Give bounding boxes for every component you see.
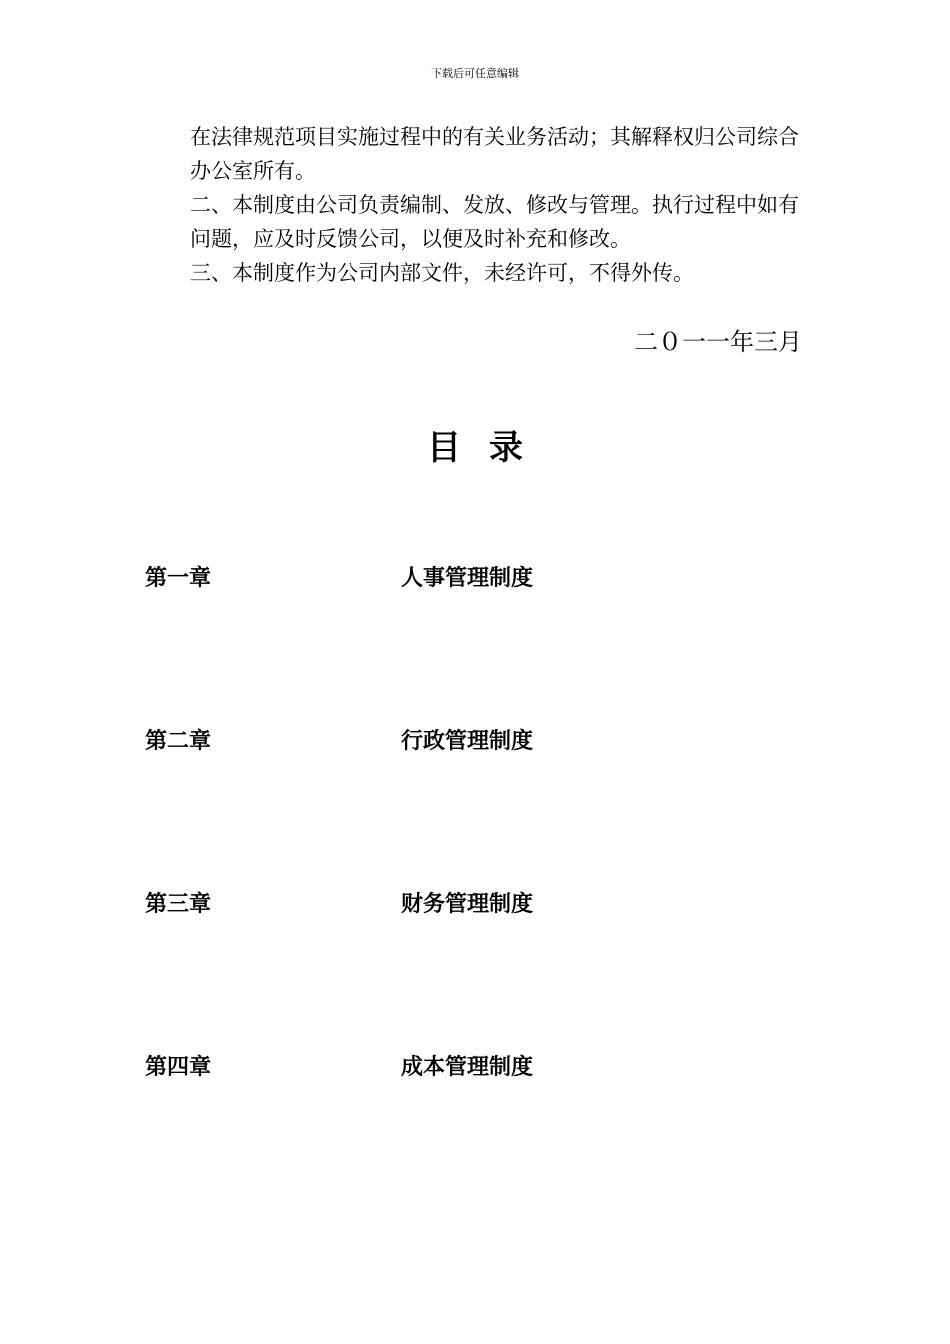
paragraph: 二、本制度由公司负责编制、发放、修改与管理。执行过程中如有问题，应及时反馈公司，以便及时补充和修改。 xyxy=(190,193,799,251)
toc-chapter-number: 第四章 xyxy=(145,1054,212,1080)
toc-chapter-name: 财务管理制度 xyxy=(401,891,534,917)
toc-title: 目录 xyxy=(427,428,551,468)
body-text xyxy=(190,120,800,290)
toc-chapter-number: 第一章 xyxy=(145,565,212,591)
toc-entry xyxy=(145,725,745,757)
paragraph: 在法律规范项目实施过程中的有关业务活动；其解释权归公司综合办公室所有。 xyxy=(190,125,799,183)
toc-chapter-number: 第二章 xyxy=(145,728,212,754)
toc-chapter-name: 人事管理制度 xyxy=(401,565,534,591)
toc-entry xyxy=(145,562,745,594)
toc-chapter-number: 第三章 xyxy=(145,891,212,917)
toc-chapter-name: 成本管理制度 xyxy=(401,1054,534,1080)
toc-entry xyxy=(145,1051,745,1083)
page-header: 下载后可任意编辑 xyxy=(431,67,519,80)
toc-entry xyxy=(145,888,745,920)
paragraph: 三、本制度作为公司内部文件，未经许可，不得外传。 xyxy=(190,261,694,285)
document-date: 二０一一年三月 xyxy=(634,328,802,356)
toc-chapter-name: 行政管理制度 xyxy=(401,728,534,754)
